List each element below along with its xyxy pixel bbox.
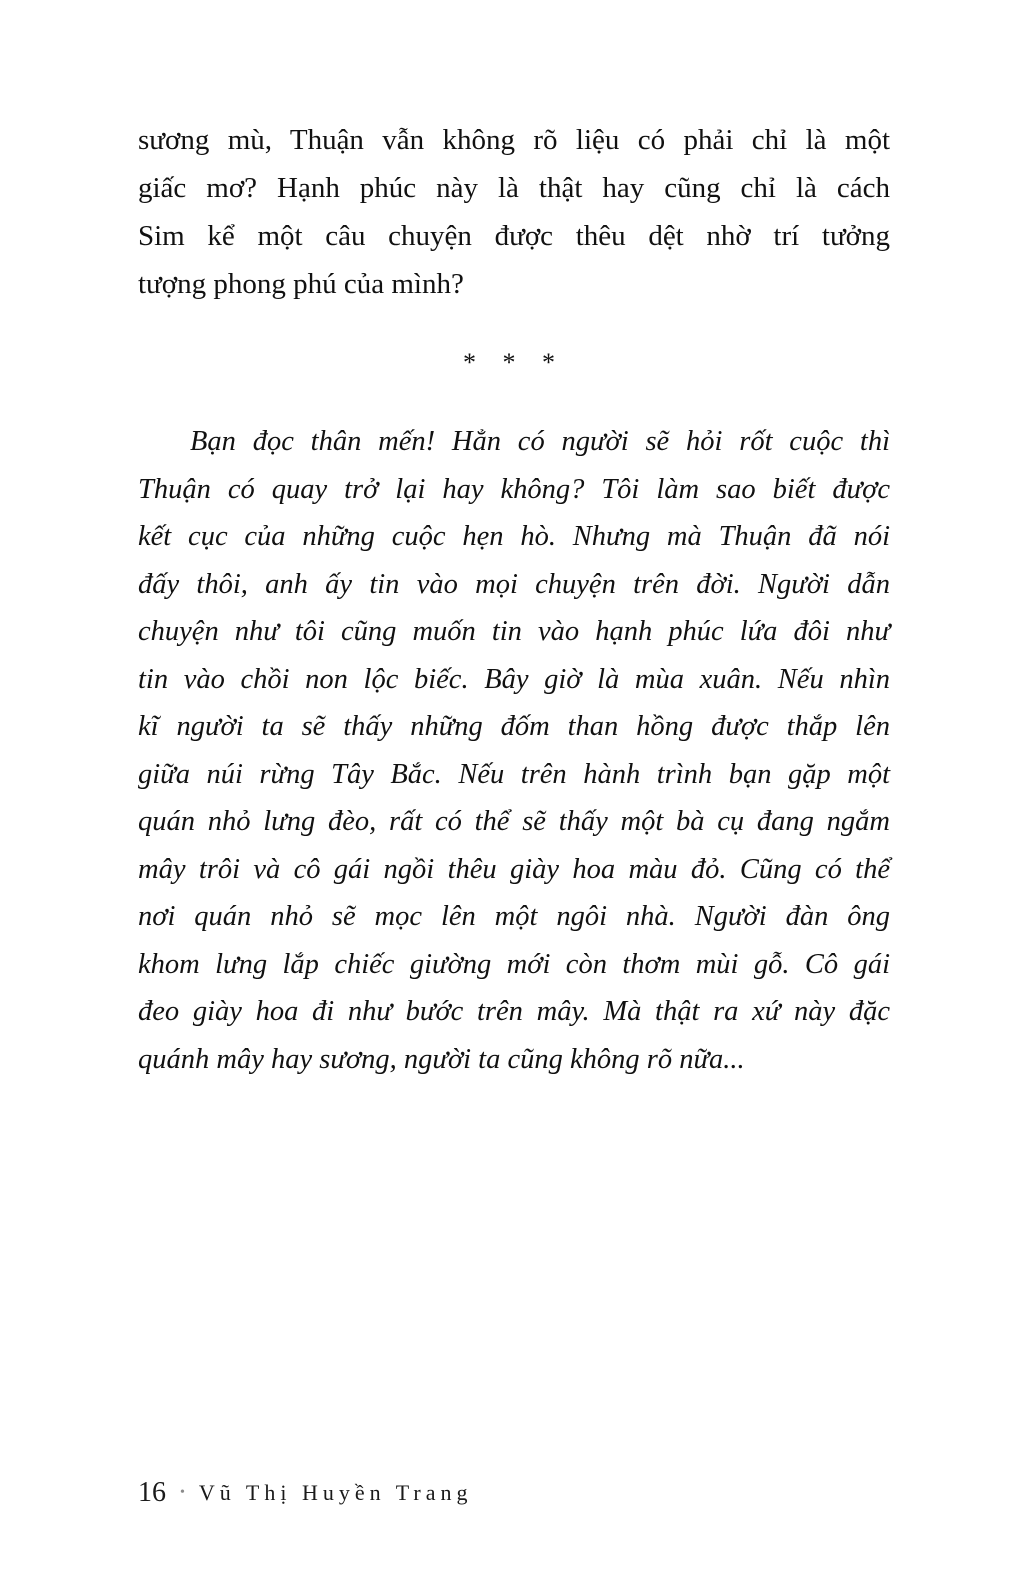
footer-bullet-icon: • <box>180 1485 185 1500</box>
page-number: 16 <box>138 1477 166 1508</box>
page-footer <box>138 1477 472 1509</box>
paragraph-line: tin vào chồi non lộc biếc. Bây giờ là mùa xuân. Nếu nhìn <box>138 663 890 695</box>
paragraph-line: quánh mây hay sương, người ta cũng không rõ nữa... <box>138 1043 745 1075</box>
paragraph-line: sương mù, Thuận vẫn không rõ liệu có phải chỉ là một <box>138 124 890 156</box>
paragraph-line: Sim kể một câu chuyện được thêu dệt nhờ trí tưởng <box>138 220 890 252</box>
paragraph-line: đấy thôi, anh ấy tin vào mọi chuyện trên đời. Người dẫn <box>138 568 890 600</box>
paragraph-line: giấc mơ? Hạnh phúc này là thật hay cũng chỉ là cách <box>138 172 890 204</box>
narrator-italic-paragraph <box>138 418 890 1083</box>
paragraph-line: giữa núi rừng Tây Bắc. Nếu trên hành trình bạn gặp một <box>138 758 890 790</box>
paragraph-line: Thuận có quay trở lại hay không? Tôi làm sao biết được <box>138 473 890 505</box>
paragraph-line: quán nhỏ lưng đèo, rất có thể sẽ thấy một bà cụ đang ngắm <box>138 806 890 837</box>
paragraph-line: khom lưng lắp chiếc giường mới còn thơm mùi gỗ. Cô gái <box>138 948 890 980</box>
paragraph-line: đeo giày hoa đi như bước trên mây. Mà thật ra xứ này đặc <box>138 996 890 1027</box>
opening-paragraph <box>138 116 890 308</box>
paragraph-line: kết cục của những cuộc hẹn hò. Nhưng mà Thuận đã nói <box>138 521 890 552</box>
paragraph-line: tượng phong phú của mình? <box>138 268 464 300</box>
paragraph-line: nơi quán nhỏ sẽ mọc lên một ngôi nhà. Người đàn ông <box>138 901 890 932</box>
author-name: Vũ Thị Huyền Trang <box>198 1480 473 1505</box>
paragraph-line: mây trôi và cô gái ngồi thêu giày hoa màu đỏ. Cũng có thể <box>138 853 890 885</box>
paragraph-line: kĩ người ta sẽ thấy những đốm than hồng được thắp lên <box>138 711 890 742</box>
section-separator: * * * <box>463 348 565 377</box>
paragraph-line: chuyện như tôi cũng muốn tin vào hạnh phúc lứa đôi như <box>138 616 890 647</box>
paragraph-line: Bạn đọc thân mến! Hẳn có người sẽ hỏi rốt cuộc thì <box>190 426 890 457</box>
